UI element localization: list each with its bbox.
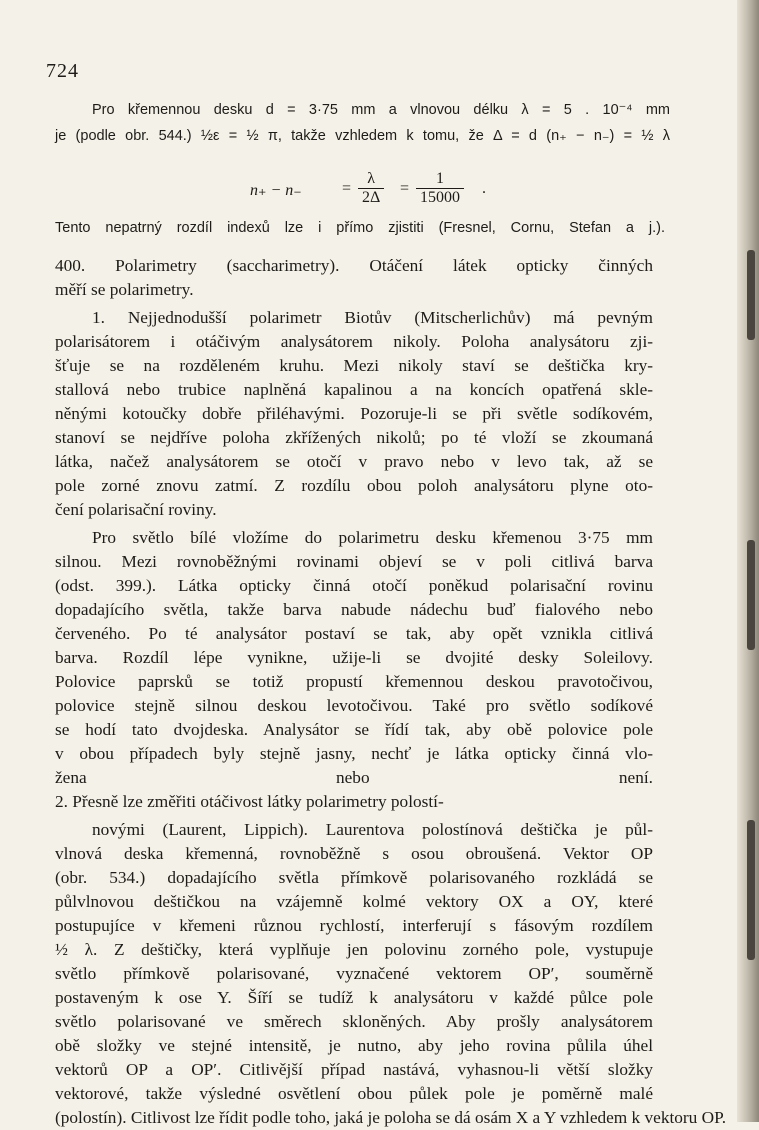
text-line: Pro světlo bílé vložíme do polarimetru desku křemenou 3·75 mm bbox=[92, 528, 653, 547]
page-number: 724 bbox=[46, 60, 79, 82]
text-line: postupujíce v křemeni různou rychlostí, interferují s fásovým rozdílem bbox=[55, 916, 653, 935]
binding-shadow bbox=[747, 250, 755, 340]
equation-period: . bbox=[482, 180, 486, 197]
text-line: šťuje se na rozděleném kruhu. Mezi nikoly staví se deštička kry- bbox=[55, 356, 653, 375]
fraction-numerator: 1 bbox=[416, 170, 464, 189]
fraction-denominator: 15000 bbox=[420, 189, 460, 206]
text-line: vektorové, takže výsledné osvětlení obou půlek pole je poměrně malé bbox=[55, 1084, 653, 1103]
text-line: vektorů OP a OP′. Citlivější případ nastává, vyhasnou-li větší složky bbox=[55, 1060, 653, 1079]
text-line: půlvlnovou deštičkou na vzájemně kolmé vektory OX a OY, které bbox=[55, 892, 653, 911]
text-line: obě složky ve stejné intensitě, je nutno, aby jeho rovina půlila úhel bbox=[55, 1036, 653, 1055]
text-line: (polostín). Citlivost lze řídit podle toho, jaká je poloha se dá osám X a Y vzhledem k vektoru OP. bbox=[55, 1108, 727, 1127]
text-line: 1. Nejjednodušší polarimetr Biotův (Mitscherlichův) má pevným bbox=[92, 308, 653, 327]
equation-index-difference bbox=[250, 168, 550, 214]
text-line: Polovice paprsků se totiž propustí křemennou deskou pravotočivou, bbox=[55, 672, 653, 691]
binding-shadow bbox=[747, 540, 755, 650]
text-line: měří se polarimetry. bbox=[55, 280, 194, 299]
fraction-lambda bbox=[358, 170, 384, 207]
text-line: (odst. 399.). Látka opticky činná otočí poněkud polarisační rovinu bbox=[55, 576, 653, 595]
text-line: světlo přímkově polarisované, vyznačené vektorem OP′, souměrně bbox=[55, 964, 653, 983]
text-line: se hodí tato dvojdeska. Analysátor se řídí tak, aby obě polovice pole bbox=[55, 720, 653, 739]
equation-lhs: n₊ − n₋ bbox=[250, 182, 302, 199]
fraction-numerator: λ bbox=[358, 170, 384, 189]
section-heading-line: 400. Polarimetry (saccharimetry). Otáčení látek opticky činných bbox=[55, 256, 653, 275]
text-line: něnými kotoučky dobře přiléhavými. Pozoruje-li se při světle sodíkovém, bbox=[55, 404, 653, 423]
book-binding-edge bbox=[737, 0, 759, 1122]
text-line: vlnová deska křemenná, rovnoběžně s osou obroušená. Vektor OP bbox=[55, 844, 653, 863]
text-line: barva. Rozdíl lépe vynikne, užije-li se dvojité desky Soleilovy. bbox=[55, 648, 653, 667]
text-line: stallová nebo trubice naplněná kapalinou a na koncích opatřená skle- bbox=[55, 380, 653, 399]
binding-shadow bbox=[747, 820, 755, 960]
text-line: červeného. Po té analysátor postaví se tak, aby opět vznikla citlivá bbox=[55, 624, 653, 643]
text-line: postaveným k ose Y. Šíří se tudíž k analysátoru v každé půlce pole bbox=[55, 988, 653, 1007]
text-line: dopadajícího světla, takže barva nabude nádechu buď fialového nebo bbox=[55, 600, 653, 619]
text-line: stanoví se nejdříve poloha zkřížených nikolů; po té vloží se zkoumaná bbox=[55, 428, 653, 447]
equation-equals: = bbox=[400, 180, 410, 197]
text-line: látka, načež analysátorem se otočí v pravo nebo v levo tak, až se bbox=[55, 452, 653, 471]
text-line: pole zorné znovu zatmí. Z rozdílu obou poloh analysátoru plyne oto- bbox=[55, 476, 653, 495]
fraction-value bbox=[416, 170, 464, 207]
text-line: Tento nepatrný rozdíl indexů lze i přímo zjistiti (Fresnel, Cornu, Stefan a j.). bbox=[55, 220, 665, 236]
text-line: světlo polarisované ve směrech skloněných. Aby prošly analysátorem bbox=[55, 1012, 653, 1031]
text-line: 2. Přesně lze změřiti otáčivost látky polarimetry polostí- bbox=[55, 792, 444, 811]
text-line: v obou případech byly stejně jasny, nechť je látka opticky činná vlo- bbox=[55, 744, 653, 763]
text-line: je (podle obr. 544.) ½ε = ½ π, takže vzhledem k tomu, že Δ = d (n₊ − n₋) = ½ λ bbox=[55, 128, 670, 144]
text-line: ½ λ. Z deštičky, která vyplňuje jen polovinu zorného pole, vystupuje bbox=[55, 940, 653, 959]
text-line: (obr. 534.) dopadajícího světla přímkově polarisovaného rozkládá se bbox=[55, 868, 653, 887]
text-line: polarisátorem i otáčivým analysátorem nikoly. Poloha analysátoru zji- bbox=[55, 332, 653, 351]
text-line: novými (Laurent, Lippich). Laurentova polostínová deštička je půl- bbox=[92, 820, 653, 839]
text-line: polovice stejně silnou deskou levotočivou. Také pro světlo sodíkové bbox=[55, 696, 653, 715]
text-line: Pro křemennou desku d = 3·75 mm a vlnovou délku λ = 5 . 10⁻⁴ mm bbox=[92, 102, 670, 118]
text-line: silnou. Mezi rovnoběžnými rovinami objeví se v poli citlivá barva bbox=[55, 552, 653, 571]
fraction-denominator: 2Δ bbox=[362, 189, 381, 206]
text-line: čení polarisační roviny. bbox=[55, 500, 217, 519]
text-line: žena nebo není. bbox=[55, 768, 653, 787]
equation-equals: = bbox=[342, 180, 352, 197]
